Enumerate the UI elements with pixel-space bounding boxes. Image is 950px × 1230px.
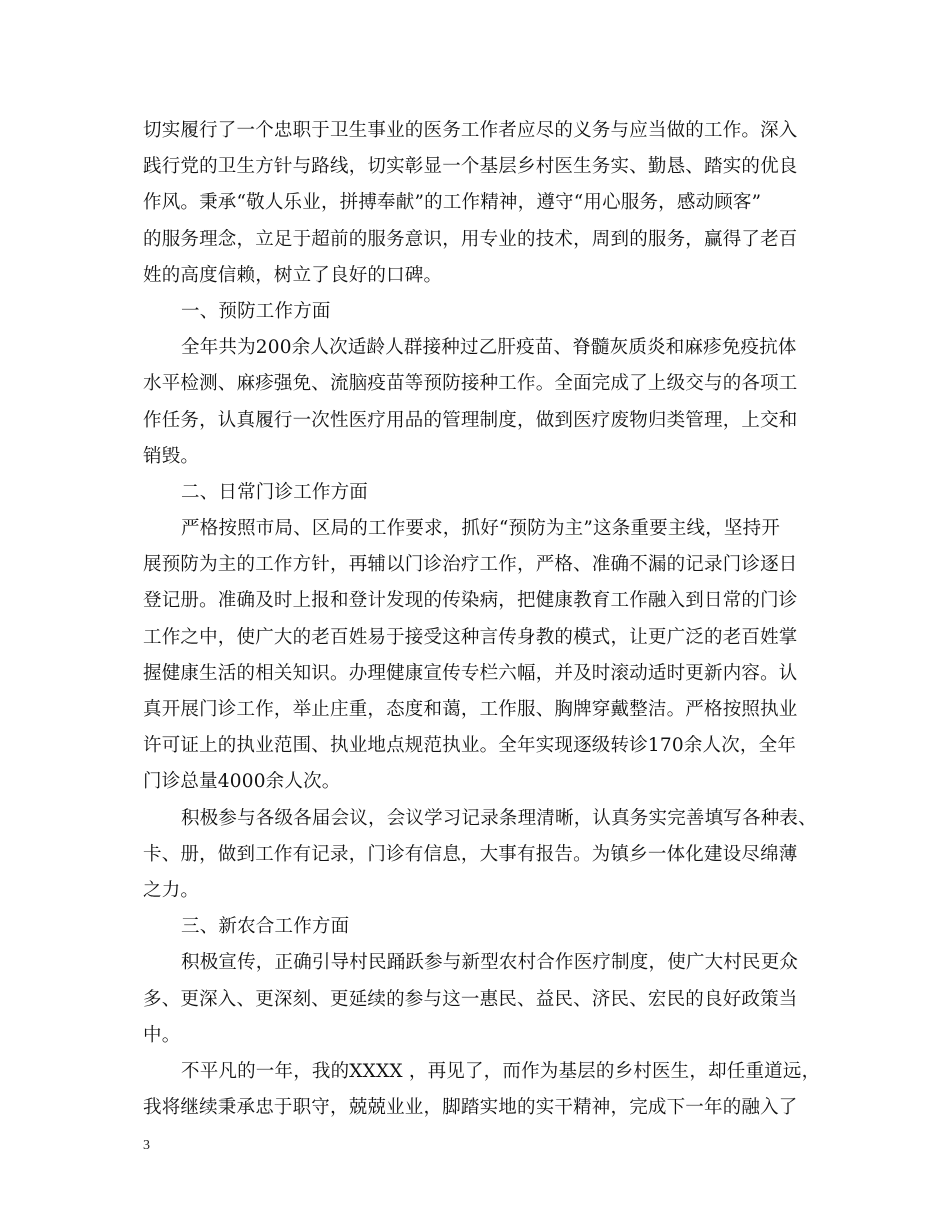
text-line: 登记册。准确及时上报和登计发现的传染病，把健康教育工作融入到日常的门诊 (143, 590, 798, 612)
text-line: 工作之中，使广大的老百姓易于接受这种言传身教的模式，让更广泛的老百姓掌 (143, 626, 798, 648)
text-line: 多、更深入、更深刻、更延续的参与这一惠民、益民、济民、宏民的良好政策当 (143, 988, 798, 1010)
text-line: 全年共为200余人次适龄人群接种过乙肝疫苗、脊髓灰质炎和麻疹免疫抗体 (181, 337, 797, 359)
text-line: 严格按照市局、区局的工作要求，抓好“预防为主”这条重要主线，坚持开 (181, 518, 781, 540)
text-line: 门诊总量4000余人次。 (143, 771, 341, 793)
text-line: 积极宣传，正确引导村民踊跃参与新型农村合作医疗制度，使广大村民更众 (181, 952, 799, 974)
text-line: 许可证上的执业范围、执业地点规范执业。全年实现逐级转诊170余人次，全年 (143, 735, 797, 757)
text-line: 卡、册，做到工作有记录，门诊有信息，大事有报告。为镇乡一体化建设尽绵薄 (143, 843, 798, 865)
text-line: 作风。秉承“敬人乐业，拼搏奉献”的工作精神，遵守“用心服务，感动顾客” (143, 192, 762, 214)
text-line: 握健康生活的相关知识。办理健康宣传专栏六幅，并及时滚动适时更新内容。认 (143, 662, 798, 684)
text-line: 一、预防工作方面 (181, 300, 331, 322)
document-body (143, 113, 821, 1126)
text-line: 作任务，认真履行一次性医疗用品的管理制度，做到医疗废物归类管理，上交和 (143, 409, 798, 431)
text-line: 积极参与各级各届会议，会议学习记录条理清晰，认真务实完善填写各种表、 (181, 807, 817, 829)
text-line: 中。 (143, 1024, 181, 1046)
text-line: 之力。 (143, 879, 200, 901)
text-line: 的服务理念，立足于超前的服务意识，用专业的技术，周到的服务，赢得了老百 (143, 228, 798, 250)
text-line: 三、新农合工作方面 (181, 916, 350, 938)
text-line: 销毁。 (143, 445, 200, 467)
page-number: 3 (143, 1138, 150, 1153)
text-line: 践行党的卫生方针与路线，切实彰显一个基层乡村医生务实、勤恳、踏实的优良 (143, 156, 798, 178)
text-line: 二、日常门诊工作方面 (181, 481, 369, 503)
text-line: 我将继续秉承忠于职守，兢兢业业，脚踏实地的实干精神，完成下一年的融入了 (143, 1097, 798, 1119)
text-line: 水平检测、麻疹强免、流脑疫苗等预防接种工作。全面完成了上级交与的各项工 (143, 373, 798, 395)
text-line: 不平凡的一年，我的XXXX ，再见了，而作为基层的乡村医生，却任重道远， (181, 1060, 821, 1082)
text-line: 切实履行了一个忠职于卫生事业的医务工作者应尽的义务与应当做的工作。深入 (143, 120, 798, 141)
text-line: 真开展门诊工作，举止庄重，态度和蔼，工作服、胸牌穿戴整洁。严格按照执业 (143, 699, 798, 720)
text-line: 展预防为主的工作方针，再辅以门诊治疗工作，严格、准确不漏的记录门诊逐日 (143, 554, 798, 576)
text-line: 姓的高度信赖，树立了良好的口碑。 (143, 264, 443, 286)
